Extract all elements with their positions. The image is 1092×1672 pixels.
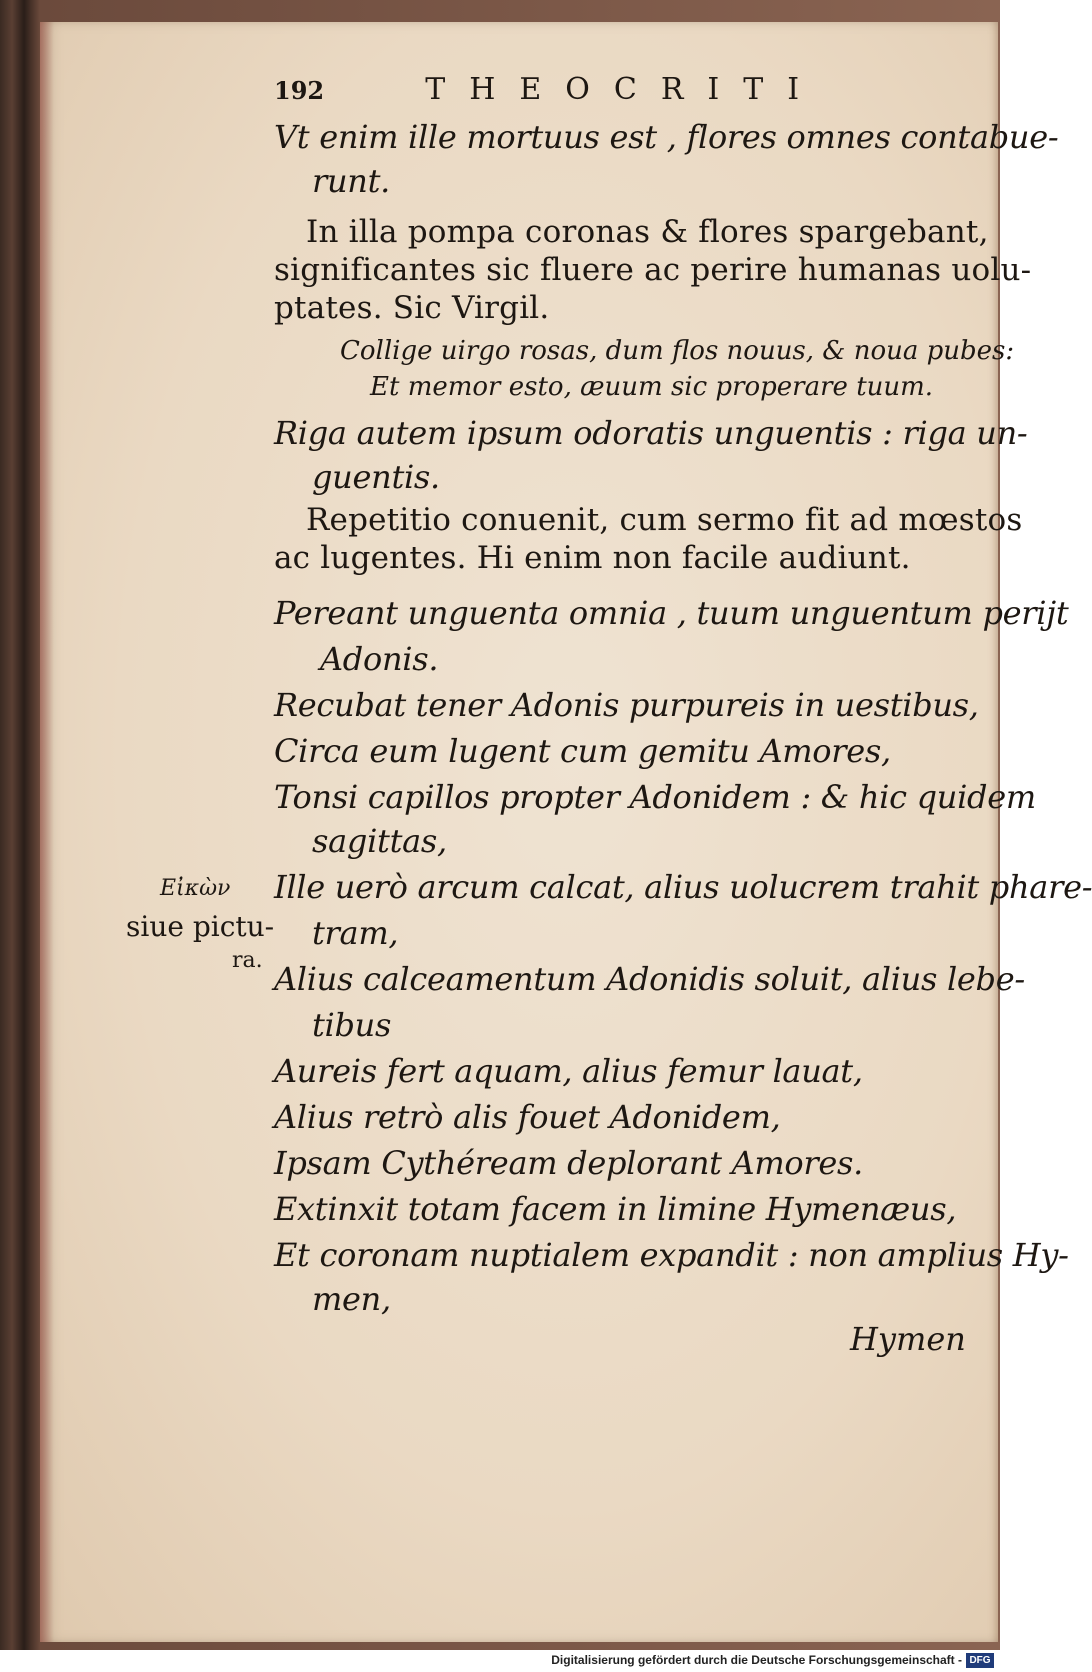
verse-quote-line: Collige uirgo rosas, dum flos nouus, & noua pubes: bbox=[340, 336, 1015, 366]
text-line: Alius retrò alis fouet Adonidem, bbox=[274, 1098, 781, 1136]
margin-note-greek: Εἰκὼν bbox=[160, 876, 231, 901]
footer-bar bbox=[0, 1650, 1000, 1672]
margin-note-line: siue pictu- bbox=[126, 910, 275, 943]
text-line: ptates. Sic Virgil. bbox=[274, 290, 550, 326]
text-line: Recubat tener Adonis purpureis in uestibus, bbox=[274, 686, 979, 724]
text-line: Ipsam Cythéream deplorant Amores. bbox=[274, 1144, 864, 1182]
text-line: tram, bbox=[312, 914, 399, 952]
text-line: Alius calceamentum Adonidis soluit, alius lebe- bbox=[274, 960, 1025, 998]
margin-note-line: ra. bbox=[232, 948, 263, 973]
text-line: Pereant unguenta omnia , tuum unguentum perijt bbox=[274, 594, 1069, 632]
text-line: Extinxit totam facem in limine Hymenæus, bbox=[274, 1190, 957, 1228]
text-line: Et coronam nuptialem expandit : non amplius Hy- bbox=[274, 1236, 1069, 1274]
text-line: In illa pompa coronas & flores spargebant, bbox=[306, 214, 989, 250]
funding-notice: Digitalisierung gefördert durch die Deutsche Forschungsgemeinschaft - bbox=[551, 1653, 962, 1667]
page-header bbox=[274, 72, 823, 107]
text-line: significantes sic fluere ac perire humanas uolu- bbox=[274, 252, 1032, 288]
text-line: Aureis fert aquam, alius femur lauat, bbox=[274, 1052, 863, 1090]
text-line: Ille uerò arcum calcat, alius uolucrem trahit phare- bbox=[274, 868, 1092, 906]
verse-quote-line: Et memor esto, æuum sic properare tuum. bbox=[370, 372, 934, 402]
text-line: Tonsi capillos propter Adonidem : & hic quidem bbox=[274, 778, 1036, 816]
text-line: sagittas, bbox=[312, 822, 447, 860]
text-line: Riga autem ipsum odoratis unguentis : riga un- bbox=[274, 414, 1028, 452]
text-line: tibus bbox=[312, 1006, 392, 1044]
text-line: runt. bbox=[312, 162, 391, 200]
running-head: THEOCRITI bbox=[425, 72, 824, 107]
text-line: Vt enim ille mortuus est , flores omnes contabue- bbox=[274, 118, 1059, 156]
text-line: men, bbox=[312, 1280, 391, 1318]
page-number: 192 bbox=[274, 76, 325, 105]
text-line: Adonis. bbox=[320, 640, 439, 678]
text-line: ac lugentes. Hi enim non facile audiunt. bbox=[274, 540, 911, 576]
text-line: guentis. bbox=[312, 458, 440, 496]
dfg-logo: DFG bbox=[966, 1653, 994, 1668]
text-line: Repetitio conuenit, cum sermo fit ad mœstos bbox=[306, 502, 1023, 538]
text-line: Circa eum lugent cum gemitu Amores, bbox=[274, 732, 891, 770]
catchword: Hymen bbox=[850, 1320, 966, 1358]
